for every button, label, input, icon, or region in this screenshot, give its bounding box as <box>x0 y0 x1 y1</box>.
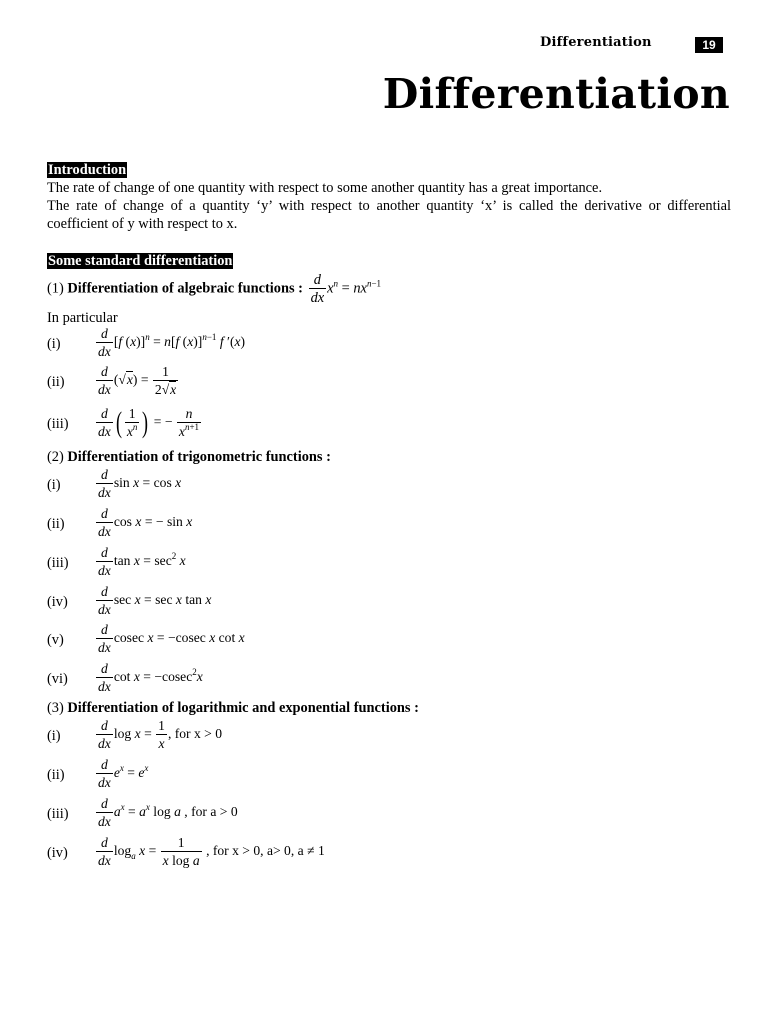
section-heading-standard: Some standard differentiation <box>48 253 233 269</box>
page-number-badge: 19 <box>695 37 723 53</box>
chapter-title: Differentiation <box>382 70 730 118</box>
document-page: Differentiation 19 Differentiation Introduction The rate of change of one quantity with respect to some another quantity has a great importance. The rate of change of a quantity ‘y’ with respect to another quantity ‘x’ is called the derivative or differential coefficient of y with respect to x. Some standard differentiation (1) Differentiation of algebraic functions : $\frac{d}{dx}$ $x^n = nx^{n-1}$ In particular (i) $\frac{d}{dx}$ [f (x)]$^n$ = n[f (x)]$^{n-1}$ f ′(x) (ii) $\frac{d}{dx}$ (√x) = $\frac{1}{2√x}$ (iii) $\frac{d}{dx}$ ( $\frac{1}{x^n}$ ) = − $\frac{n}{x^{n+1}}$ (2) Differentiation of trigonometric functions : (i) $\frac{d}{dx}$ sin x = cos x (ii) $\frac{d}{dx}$ cos x = − sin x (iii) $\frac{d}{dx}$ $\tan x = \sec^2 x$ (iv) $\frac{d}{dx}$ sec x = sec x tan x (v) $\frac{d}{dx}$ cosec x = −cosec x cot x (vi) $\frac{d}{dx}$ cot x = −cosec$^2$x (3) Differentiation of logarithmic and exponential functions : (i) $\frac{d}{dx}$ log x = $\frac{1}{x}$ , for x > 0 (ii) $\frac{d}{dx}$ $e^x = e^x$ (iii) $\frac{d}{dx}$ $a^x = a^x$ log a , for a > 0 (iv) $\frac{d}{dx}$ $\log_a x$ = $\frac{1}{\text{x log a}}$ , for x > 0, a> 0, a ≠ 1 <box>47 35 731 868</box>
formula: $\frac{d}{dx}$ cos x = − sin x <box>98 506 193 539</box>
in-particular-label: In particular <box>47 310 118 326</box>
intro-paragraph-2: The rate of change of a quantity ‘y’ with respect to another quantity ‘x’ is called the derivative or differential coefficient of y with respect to x. <box>47 198 731 232</box>
subsection-trigonometric: (2) Differentiation of trigonometric functions : <box>47 449 331 465</box>
formula: $\frac{d}{dx}$ [f (x)]$^n$ = n[f (x)]$^{n-1}$ f ′(x) <box>98 326 246 359</box>
formula: $\frac{d}{dx}$ sin x = cos x <box>98 467 182 500</box>
formula: $\frac{d}{dx}$ (√x) = $\frac{1}{2√x}$ <box>98 364 177 397</box>
formula: $\frac{d}{dx}$ cot x = −cosec$^2$x <box>98 661 203 694</box>
formula: $\frac{d}{dx}$ $\log_a x$ = $\frac{1}{\text{x log a}}$ , for x > 0, a> 0, a ≠ 1 <box>98 835 325 868</box>
section-heading-introduction: Introduction <box>48 162 127 178</box>
formula-algebraic-general: $\frac{d}{dx}$ <box>310 272 325 306</box>
formula: $\frac{d}{dx}$ $e^x = e^x$ <box>98 757 149 790</box>
formula: $\frac{d}{dx}$ $\tan x = \sec^2 x$ <box>98 545 186 578</box>
formula: $\frac{d}{dx}$ $a^x = a^x$ log a , for a > 0 <box>98 796 238 829</box>
formula: $\frac{d}{dx}$ log x = $\frac{1}{x}$ , for x > 0 <box>98 718 223 751</box>
running-header <box>540 34 725 54</box>
subsection-algebraic: (1) Differentiation of algebraic functions : $\frac{d}{dx}$ $x^n = nx^{n-1}$ <box>47 272 382 306</box>
formula: $\frac{d}{dx}$ cosec x = −cosec x cot x <box>98 622 245 655</box>
formula: $\frac{d}{dx}$ sec x = sec x tan x <box>98 584 212 617</box>
intro-paragraph-1: The rate of change of one quantity with respect to some another quantity has a great importance. <box>47 180 603 196</box>
running-title: Differentiation <box>540 35 652 50</box>
formula: $\frac{d}{dx}$ ( $\frac{1}{x^n}$ ) = − $\frac{n}{x^{n+1}}$ <box>98 406 200 439</box>
subsection-logarithmic-exponential: (3) Differentiation of logarithmic and exponential functions : <box>47 700 419 716</box>
